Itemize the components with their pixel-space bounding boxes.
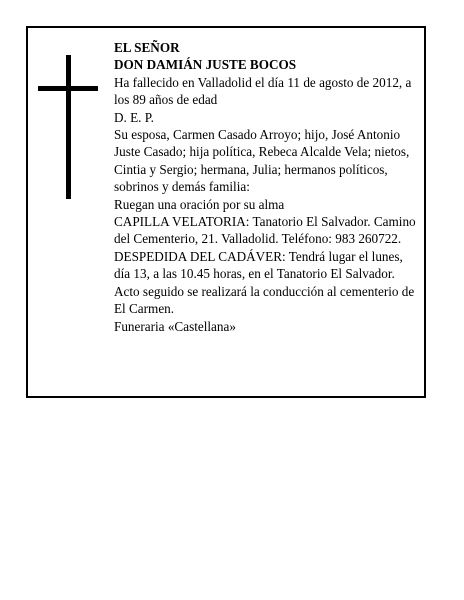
dep-text: D. E. P. <box>114 109 154 125</box>
family-list: Su esposa, Carmen Casado Arroyo; hijo, José Antonio Juste Casado; hija política, Rebeca Alcalde Vela; nietos, Cintia y Sergio; hermana, Julia; hermanos políticos, sobrinos y demás familia: <box>114 127 410 195</box>
deceased-name: DON DAMIÁN JUSTE BOCOS <box>114 57 297 73</box>
cross-vertical-bar <box>66 55 71 199</box>
obituary-notice <box>26 26 426 398</box>
funeral-home: Funeraria «Castellana» <box>114 318 236 334</box>
cross-horizontal-bar <box>38 86 98 91</box>
prayer-request: Ruegan una oración por su alma <box>114 196 285 212</box>
farewell-info: DESPEDIDA DEL CADÁVER: Tendrá lugar el lunes, día 13, a las 10.45 horas, en el Tanatorio El Salvador. Acto seguido se realizará la conducción al cementerio de El Carmen. <box>114 248 415 317</box>
cross-icon <box>38 55 98 199</box>
notice-text <box>114 39 420 335</box>
chapel-info: CAPILLA VELATORIA: Tanatorio El Salvador. Camino del Cementerio, 21. Valladolid. Teléfono: 983 260722. <box>114 214 416 247</box>
death-statement: Ha fallecido en Valladolid el día 11 de agosto de 2012, a los 89 años de edad <box>114 74 412 108</box>
notice-title: EL SEÑOR <box>114 40 180 55</box>
